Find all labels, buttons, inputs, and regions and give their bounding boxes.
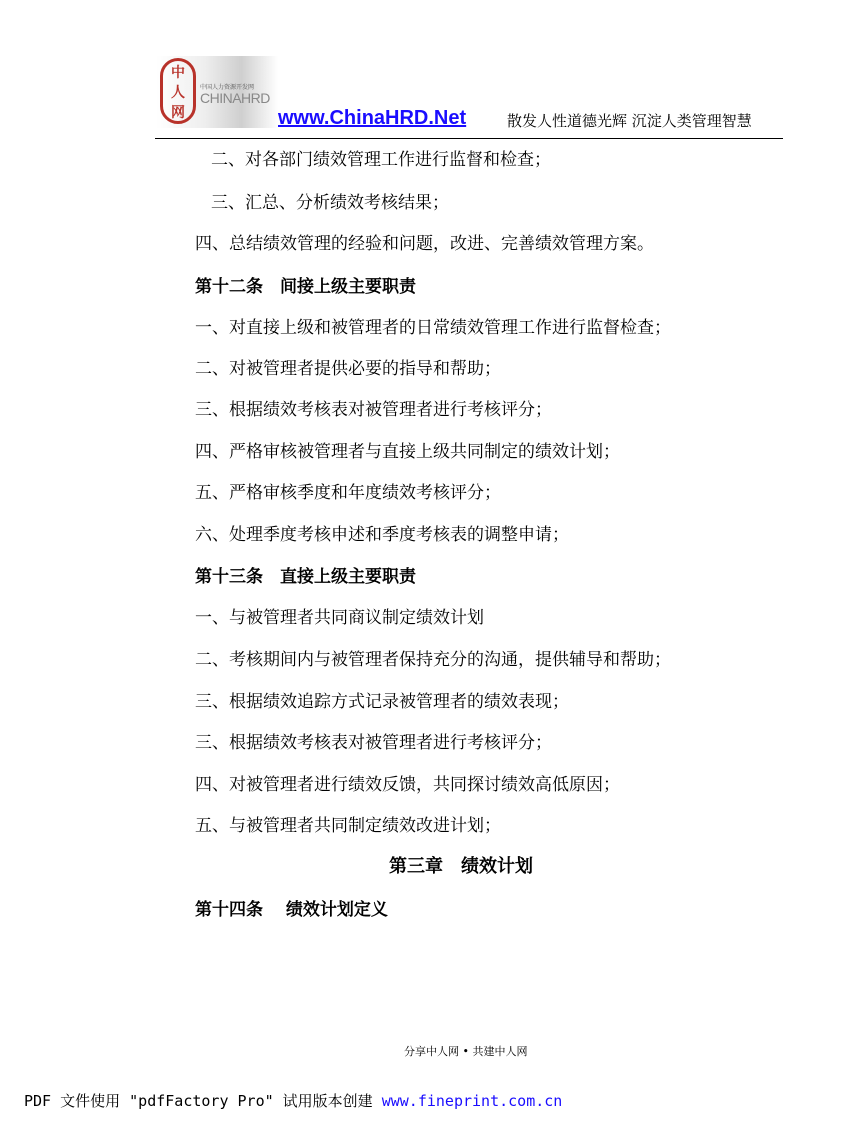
article-heading: 第十四条 绩效计划定义 [195,900,388,920]
body-line: 二、考核期间内与被管理者保持充分的沟通，提供辅导和帮助； [195,650,671,670]
article-heading: 第十二条 间接上级主要职责 [195,277,416,297]
pdf-note-text: PDF 文件使用 "pdfFactory Pro" 试用版本创建 [24,1092,373,1110]
logo-small-text: 中国人力资源开发网 [200,84,255,91]
site-link[interactable]: www.ChinaHRD.Net [278,107,467,129]
body-line: 三、汇总、分析绩效考核结果； [211,193,449,213]
body-line: 五、与被管理者共同制定绩效改进计划； [195,816,501,836]
body-line: 一、对直接上级和被管理者的日常绩效管理工作进行监督检查； [195,318,671,338]
fineprint-link[interactable]: www.fineprint.com.cn [381,1092,563,1110]
logo-brand: CHINAHRD [200,90,270,106]
body-line: 二、对被管理者提供必要的指导和帮助； [195,359,501,379]
body-line: 三、根据绩效考核表对被管理者进行考核评分； [195,400,552,420]
body-line: 五、严格审核季度和年度绩效考核评分； [195,483,501,503]
chinahrd-logo [156,56,278,128]
body-line: 三、根据绩效考核表对被管理者进行考核评分； [195,733,552,753]
header-divider [155,138,783,139]
pdf-creator-note [24,1090,562,1111]
body-line: 四、总结绩效管理的经验和问题，改进、完善绩效管理方案。 [195,234,654,254]
body-line: 六、处理季度考核申述和季度考核表的调整申请； [195,525,569,545]
body-line: 三、根据绩效追踪方式记录被管理者的绩效表现； [195,692,569,712]
article-heading: 第十三条 直接上级主要职责 [195,567,416,587]
body-line: 二、对各部门绩效管理工作进行监督和检查； [211,150,551,170]
chapter-heading: 第三章 绩效计划 [389,856,533,877]
body-line: 四、对被管理者进行绩效反馈，共同探讨绩效高低原因； [195,775,620,795]
logo-seal: 中 人 网 [160,58,196,124]
page-footer: 分享中人网 • 共建中人网 [404,1045,528,1058]
body-line: 四、严格审核被管理者与直接上级共同制定的绩效计划； [195,442,620,462]
header-slogan: 散发人性道德光辉 沉淀人类管理智慧 [507,112,752,130]
body-line: 一、与被管理者共同商议制定绩效计划 [195,608,484,628]
